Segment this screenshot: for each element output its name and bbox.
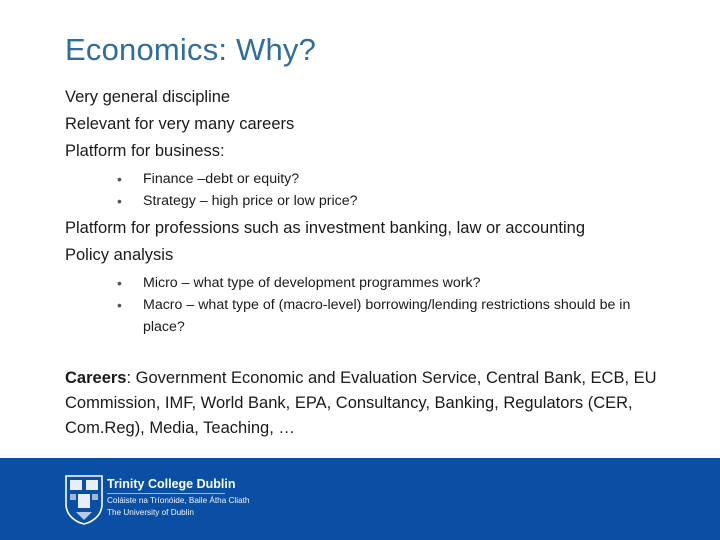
logo-name: Trinity College Dublin: [107, 477, 236, 491]
slide-title: Economics: Why?: [65, 32, 317, 67]
point-professions: Platform for professions such as investment banking, law or accounting: [65, 219, 586, 237]
slide-body: [65, 84, 705, 338]
logo-university: The University of Dublin: [107, 508, 194, 517]
crest-icon: [64, 474, 104, 526]
logo-irish-name: Coláiste na Tríonóide, Baile Átha Cliath: [107, 496, 250, 505]
sub-point-macro: • Macro – what type of (macro-level) borrowing/lending restrictions should be in place?: [65, 294, 705, 338]
sub-point-strategy: • Strategy – high price or low price?: [65, 190, 705, 212]
careers-paragraph: [65, 366, 665, 441]
bullet-icon: •: [117, 275, 122, 291]
bullet-icon: •: [117, 193, 122, 209]
bullet-icon: •: [117, 297, 122, 313]
university-logo-text: [107, 477, 249, 519]
logo-divider: [107, 493, 225, 494]
sub-point-micro: • Micro – what type of development programmes work?: [65, 272, 705, 294]
point-policy: Policy analysis: [65, 246, 174, 264]
point-relevant: Relevant for very many careers: [65, 115, 295, 133]
bullet-icon: •: [117, 171, 122, 187]
careers-label: Careers: [65, 369, 127, 387]
point-business: Platform for business:: [65, 142, 225, 160]
point-general: Very general discipline: [65, 88, 231, 106]
sub-point-finance: • Finance –debt or equity?: [65, 168, 705, 190]
footer-bar: [0, 458, 720, 540]
careers-text: : Government Economic and Evaluation Service, Central Bank, ECB, EU Commission, IMF, World Bank, EPA, Consultancy, Banking, Regulators (CER, Com.Reg), Media, Teaching, …: [65, 369, 657, 437]
